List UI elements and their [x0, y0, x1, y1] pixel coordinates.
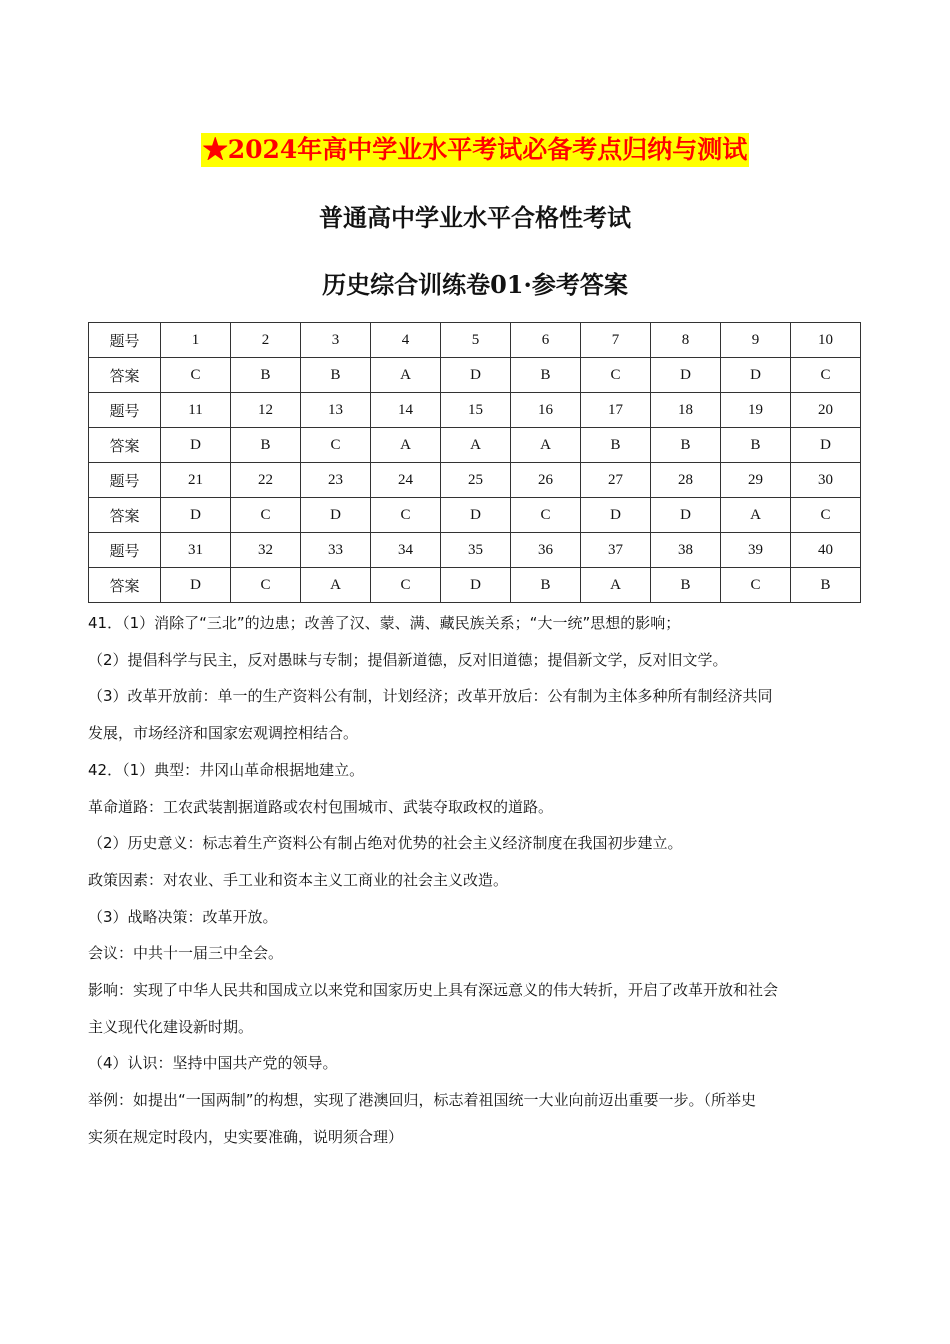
table-cell: A: [721, 498, 791, 533]
table-cell: 24: [371, 463, 441, 498]
answer-line: （3）改革开放前：单一的生产资料公有制，计划经济；改革开放后：公有制为主体多种所有制经济共同: [88, 687, 773, 706]
table-cell: 15: [441, 393, 511, 428]
table-cell: 35: [441, 533, 511, 568]
table-row: [89, 568, 861, 603]
table-cell: 4: [371, 323, 441, 358]
table-cell: C: [721, 568, 791, 603]
table-cell: B: [231, 358, 301, 393]
table-cell: C: [371, 498, 441, 533]
table-cell: 6: [511, 323, 581, 358]
table-cell: B: [301, 358, 371, 393]
table-cell: D: [651, 498, 721, 533]
table-cell: D: [161, 498, 231, 533]
answer-explanations: [88, 605, 863, 1156]
table-cell: B: [791, 568, 861, 603]
answer-line: （2）历史意义：标志着生产资料公有制占绝对优势的社会主义经济制度在我国初步建立。: [88, 834, 683, 853]
table-cell: A: [441, 428, 511, 463]
table-row: [89, 498, 861, 533]
table-cell: 31: [161, 533, 231, 568]
table-cell: D: [581, 498, 651, 533]
table-cell: B: [581, 428, 651, 463]
row-label: 题号: [89, 463, 161, 498]
table-row: [89, 358, 861, 393]
table-cell: 18: [651, 393, 721, 428]
table-cell: 14: [371, 393, 441, 428]
answer-line: 革命道路：工农武装割据道路或农村包围城市、武装夺取政权的道路。: [88, 797, 554, 816]
table-cell: A: [371, 428, 441, 463]
table-cell: D: [721, 358, 791, 393]
table-cell: 26: [511, 463, 581, 498]
table-cell: C: [231, 568, 301, 603]
table-cell: 30: [791, 463, 861, 498]
table-cell: 13: [301, 393, 371, 428]
table-cell: 3: [301, 323, 371, 358]
row-label: 题号: [89, 323, 161, 358]
answer-line: 会议：中共十一届三中全会。: [88, 944, 284, 963]
answer-line: 41．（1）消除了“三北”的边患；改善了汉、蒙、满、藏民族关系；“大一统”思想的影响；: [88, 614, 681, 632]
table-cell: 9: [721, 323, 791, 358]
table-cell: 5: [441, 323, 511, 358]
table-cell: D: [161, 568, 231, 603]
table-cell: C: [161, 358, 231, 393]
table-cell: A: [511, 428, 581, 463]
table-cell: C: [231, 498, 301, 533]
table-cell: C: [791, 358, 861, 393]
table-cell: D: [651, 358, 721, 393]
answer-table: [88, 322, 861, 603]
answer-line: （4）认识：坚持中国共产党的领导。: [88, 1054, 338, 1073]
table-cell: 8: [651, 323, 721, 358]
table-cell: C: [301, 428, 371, 463]
table-cell: A: [301, 568, 371, 603]
table-cell: 32: [231, 533, 301, 568]
table-cell: D: [301, 498, 371, 533]
table-cell: 28: [651, 463, 721, 498]
table-cell: D: [441, 358, 511, 393]
table-cell: 22: [231, 463, 301, 498]
row-label: 答案: [89, 358, 161, 393]
table-cell: 17: [581, 393, 651, 428]
table-cell: A: [371, 358, 441, 393]
table-cell: C: [791, 498, 861, 533]
table-cell: D: [441, 568, 511, 603]
table-row: [89, 463, 861, 498]
table-row: [89, 428, 861, 463]
banner-container: [0, 133, 950, 167]
table-row: [89, 323, 861, 358]
table-cell: 25: [441, 463, 511, 498]
table-cell: C: [581, 358, 651, 393]
table-cell: 21: [161, 463, 231, 498]
table-cell: 12: [231, 393, 301, 428]
table-cell: 23: [301, 463, 371, 498]
answer-line: 政策因素：对农业、手工业和资本主义工商业的社会主义改造。: [88, 870, 509, 889]
answer-line: （3）战略决策：改革开放。: [88, 907, 278, 926]
table-cell: 38: [651, 533, 721, 568]
table-cell: B: [511, 358, 581, 393]
table-cell: B: [721, 428, 791, 463]
exam-subtitle: 历史综合训练卷01·参考答案: [322, 270, 628, 299]
answer-line: 主义现代化建设新时期。: [88, 1017, 254, 1036]
table-cell: C: [511, 498, 581, 533]
table-cell: 1: [161, 323, 231, 358]
table-cell: D: [791, 428, 861, 463]
table-cell: C: [371, 568, 441, 603]
table-cell: B: [511, 568, 581, 603]
row-label: 答案: [89, 428, 161, 463]
table-cell: 20: [791, 393, 861, 428]
table-cell: 27: [581, 463, 651, 498]
answer-line: 发展，市场经济和国家宏观调控相结合。: [88, 724, 359, 743]
row-label: 答案: [89, 498, 161, 533]
table-cell: 2: [231, 323, 301, 358]
table-cell: 36: [511, 533, 581, 568]
table-cell: A: [581, 568, 651, 603]
table-cell: D: [161, 428, 231, 463]
table-cell: 33: [301, 533, 371, 568]
exam-title: 普通高中学业水平合格性考试: [319, 203, 631, 232]
table-cell: B: [651, 428, 721, 463]
table-cell: 40: [791, 533, 861, 568]
answer-line: （2）提倡科学与民主，反对愚昧与专制；提倡新道德，反对旧道德；提倡新文学，反对旧文学。: [88, 650, 728, 669]
table-row: [89, 393, 861, 428]
table-cell: 19: [721, 393, 791, 428]
answer-line: 实须在规定时段内，史实要准确，说明须合理）: [88, 1127, 404, 1146]
exam-series-banner: ★2024年高中学业水平考试必备考点归纳与测试: [201, 133, 750, 167]
table-cell: 29: [721, 463, 791, 498]
answer-line: 举例：如提出“一国两制”的构想，实现了港澳回归，标志着祖国统一大业向前迈出重要一步。（所举史: [88, 1091, 757, 1110]
table-row: [89, 533, 861, 568]
table-cell: 7: [581, 323, 651, 358]
answer-line: 42．（1）典型：井冈山革命根据地建立。: [88, 760, 365, 779]
row-label: 答案: [89, 568, 161, 603]
table-cell: D: [441, 498, 511, 533]
table-cell: 39: [721, 533, 791, 568]
row-label: 题号: [89, 393, 161, 428]
table-cell: 34: [371, 533, 441, 568]
answer-line: 影响：实现了中华人民共和国成立以来党和国家历史上具有深远意义的伟大转折，开启了改革开放和社会: [88, 981, 779, 1000]
table-cell: 37: [581, 533, 651, 568]
row-label: 题号: [89, 533, 161, 568]
table-cell: 16: [511, 393, 581, 428]
table-cell: B: [231, 428, 301, 463]
table-cell: 10: [791, 323, 861, 358]
table-cell: B: [651, 568, 721, 603]
table-cell: 11: [161, 393, 231, 428]
